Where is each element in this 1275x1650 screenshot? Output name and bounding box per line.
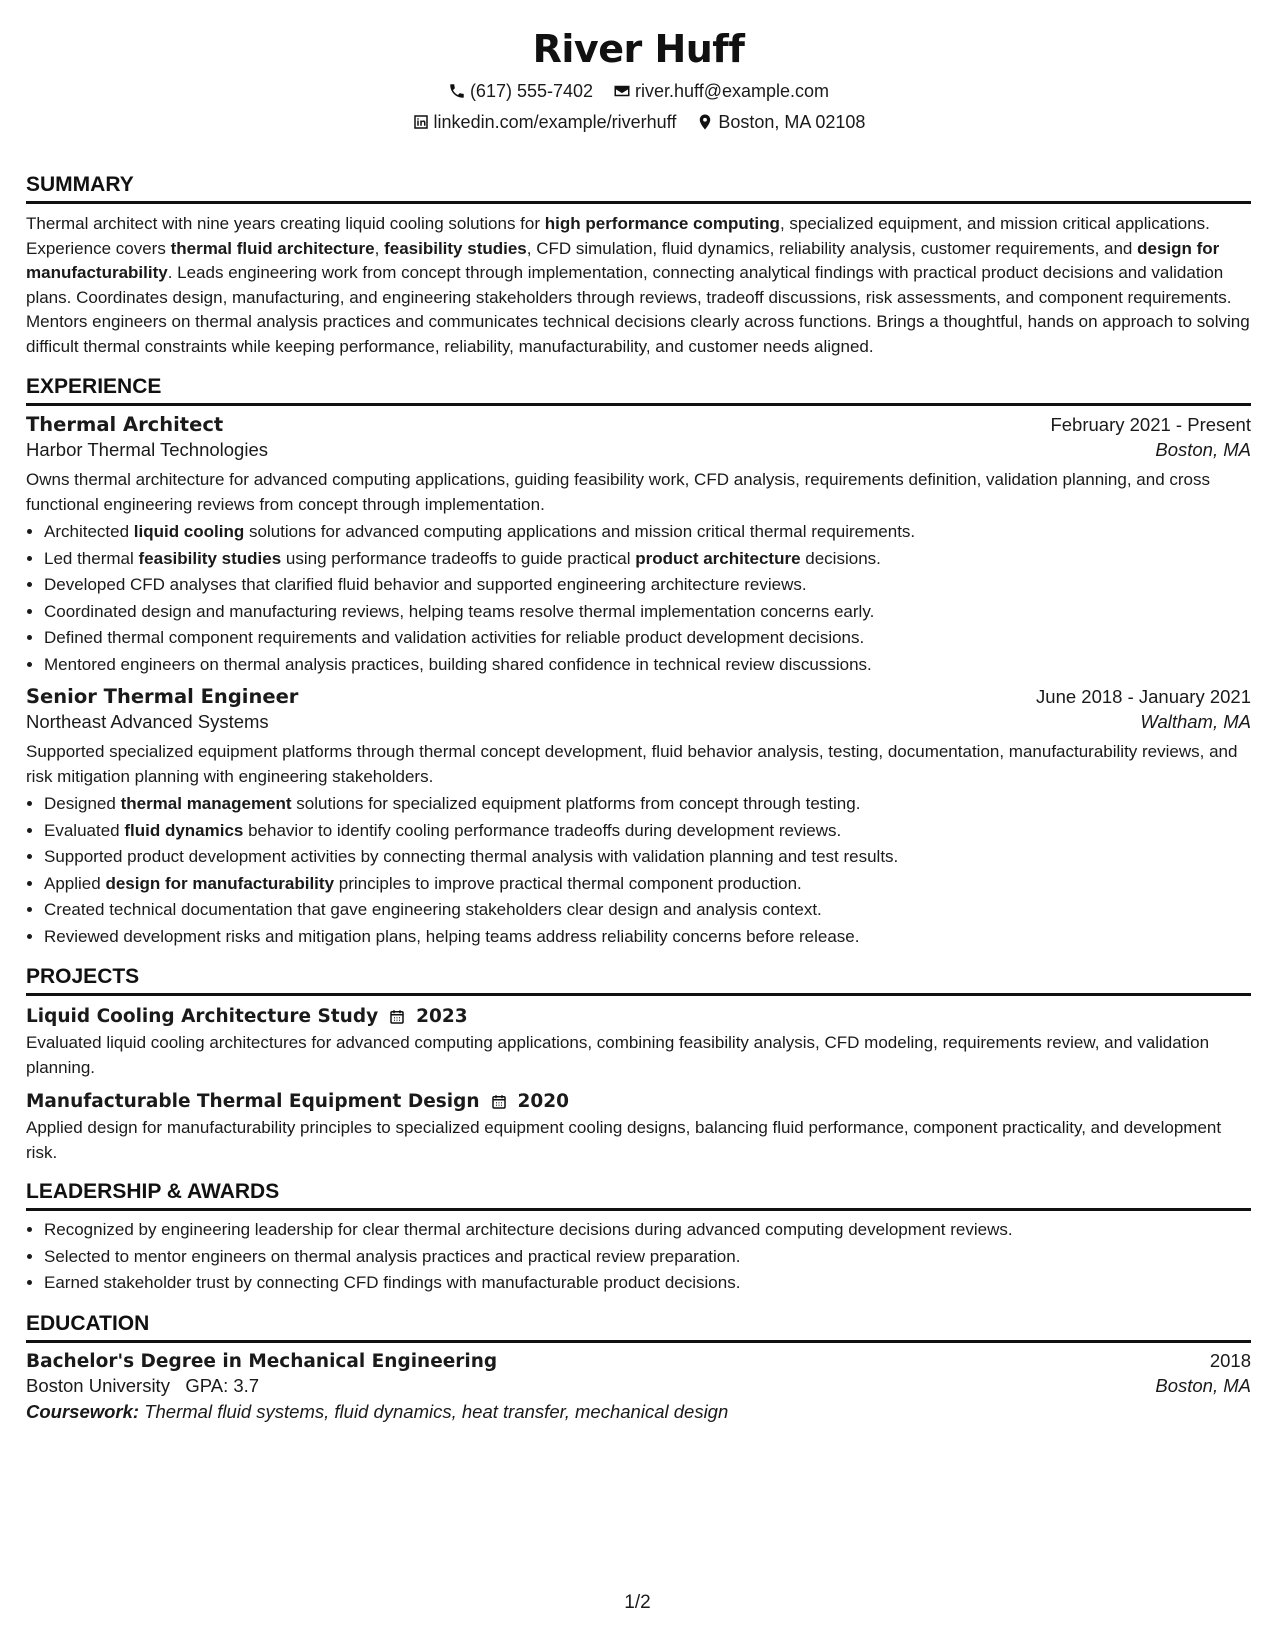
bullet-text: Created technical documentation that gave engineering stakeholders clear design and analysis context. [44, 900, 822, 919]
contact-row-2 [26, 110, 1251, 134]
bullet-item [44, 572, 1251, 599]
phone-text: (617) 555-7402 [469, 81, 594, 101]
linkedin-icon [412, 113, 430, 131]
page-number: 1/2 [624, 1592, 651, 1613]
summary-text: . Leads engineering work from concept through implementation, connecting analytical findings with practical product decisions and validation plans. Coordinates design, manufacturing, and engineering stakeholders through reviews, tradeoff discussions, risk assessments, and component requirements. Mentors engineers on thermal analysis practices and communicates technical decisions clearly across functions. Brings a thoughtful, hands on approach to solving difficult thermal constraints while keeping performance, reliability, manufacturability, and customer needs aligned. [26, 263, 1250, 356]
job-description: Owns thermal architecture for advanced computing applications, guiding feasibility work, CFD analysis, requirements definition, validation planning, and cross functional engineering reviews from concept through implementation. [26, 470, 1210, 514]
bullet-item [44, 818, 1251, 845]
coursework-line [26, 1401, 1251, 1423]
bullet-text: Architected [44, 522, 134, 541]
coursework-label: Coursework: [26, 1400, 140, 1422]
project-description: Applied design for manufacturability principles to specialized equipment cooling designs, balancing fluid performance, component practicality, and development risk. [26, 1118, 1222, 1162]
project-title-row [26, 1006, 468, 1027]
school-line [26, 1375, 259, 1397]
leadership-section [26, 1179, 1251, 1297]
summary-section [26, 172, 1251, 359]
job-company-row [26, 439, 1251, 461]
bullet-bold: feasibility studies [138, 548, 282, 568]
job-title-row [26, 685, 1251, 708]
summary-text: Thermal architect with nine years creating liquid cooling solutions for [26, 214, 545, 233]
bullet-item [44, 924, 1251, 951]
bullet-text: Designed [44, 794, 121, 813]
linkedin-text: linkedin.com/example/riverhuff [433, 112, 677, 132]
summary-text: , CFD simulation, fluid dynamics, reliability analysis, customer requirements, and [526, 238, 1138, 258]
job-dates: June 2018 - January 2021 [1036, 686, 1251, 707]
project-entry [26, 1006, 1251, 1080]
bullet-text: Supported product development activities by connecting thermal analysis with validation planning and test results. [44, 847, 899, 866]
contact-phone[interactable] [448, 79, 593, 103]
job-bullets [26, 791, 1251, 950]
bullet-text: decisions. [800, 548, 881, 568]
job-title: Senior Thermal Engineer [26, 685, 299, 708]
bullet-text: solutions for specialized equipment platforms from concept through testing. [291, 794, 861, 813]
summary-bold: feasibility studies [384, 238, 527, 258]
phone-icon [448, 82, 466, 100]
coursework-text: Thermal fluid systems, fluid dynamics, heat transfer, mechanical design [144, 1400, 729, 1422]
bullet-item [44, 844, 1251, 871]
education-section [26, 1311, 1251, 1423]
section-title-education: EDUCATION [26, 1311, 1251, 1343]
contact-email[interactable] [613, 79, 829, 103]
bullet-text: Evaluated [44, 820, 125, 840]
map-pin-icon [696, 113, 714, 131]
bullet-item: • Recognized by engineering leadership for clear thermal architecture decisions during advanced computing development reviews. [44, 1217, 1251, 1244]
section-title-leadership: LEADERSHIP & AWARDS [26, 1179, 1251, 1211]
job-location: Waltham, MA [1140, 711, 1251, 732]
job-entry [26, 413, 1251, 678]
resume-page [26, 0, 1251, 1423]
job-title: Thermal Architect [26, 413, 224, 436]
page-header [26, 24, 1251, 134]
project-title: Manufacturable Thermal Equipment Design [26, 1091, 480, 1112]
bullet-text: Led thermal [44, 548, 139, 568]
bullet-bold: liquid cooling [133, 522, 245, 541]
section-title-summary: SUMMARY [26, 172, 1251, 204]
bullet-bold: design for manufacturability [105, 873, 335, 893]
section-title-experience: EXPERIENCE [26, 374, 1251, 406]
location-text: Boston, MA 02108 [718, 112, 866, 132]
project-description: Evaluated liquid cooling architectures for advanced computing applications, combining feasibility analysis, CFD modeling, requirements review, and validation planning. [26, 1033, 1210, 1077]
job-description: Supported specialized equipment platforms through thermal concept development, fluid behavior analysis, testing, documentation, manufacturability reviews, and risk mitigation planning with engineering stakeholders. [26, 742, 1238, 786]
project-year: 2023 [416, 1006, 468, 1027]
gpa: GPA: 3.7 [185, 1374, 260, 1396]
education-degree-row [26, 1350, 1251, 1372]
calendar-icon [388, 1008, 406, 1026]
bullet-text: Developed CFD analyses that clarified fluid behavior and supported engineering architecture reviews. [44, 575, 807, 594]
job-dates: February 2021 - Present [1050, 414, 1251, 435]
bullet-text: Defined thermal component requirements and validation activities for reliable product development decisions. [44, 628, 865, 647]
school-name: Boston University [26, 1374, 170, 1396]
summary-text: , [374, 238, 385, 258]
bullet-text: Mentored engineers on thermal analysis practices, building shared confidence in technical review discussions. [44, 654, 872, 674]
summary-text [26, 212, 1251, 359]
bullet-bold: product architecture [635, 548, 801, 568]
project-title-row [26, 1091, 569, 1112]
job-location: Boston, MA [1155, 439, 1251, 460]
job-title-row [26, 413, 1251, 436]
projects-section [26, 964, 1251, 1165]
bullet-item [44, 625, 1251, 652]
experience-section [26, 374, 1251, 950]
bullet-text: using performance tradeoffs to guide practical [281, 548, 636, 568]
project-entry [26, 1091, 1251, 1165]
contact-row-1 [26, 79, 1251, 103]
summary-bold: design for manufacturability [26, 238, 1220, 282]
bullet-bold: thermal management [120, 794, 292, 813]
candidate-name: River Huff [532, 27, 745, 71]
envelope-icon [613, 82, 631, 100]
calendar-icon [490, 1093, 508, 1111]
leadership-bullets [26, 1217, 1251, 1297]
summary-bold: high performance computing [544, 214, 780, 233]
bullet-text: Coordinated design and manufacturing reviews, helping teams resolve thermal implementation concerns early. [44, 601, 875, 621]
job-company: Northeast Advanced Systems [26, 711, 269, 732]
job-company: Harbor Thermal Technologies [26, 439, 268, 460]
section-title-projects: PROJECTS [26, 964, 1251, 996]
summary-text: , specialized equipment, and mission critical applications. Experience covers [26, 214, 1210, 258]
graduation-year: 2018 [1209, 1349, 1251, 1371]
bullet-item: • Selected to mentor engineers on thermal analysis practices and practical review preparation. [44, 1244, 1251, 1271]
bullet-item [44, 652, 1251, 679]
bullet-item [44, 599, 1251, 626]
contact-location [696, 110, 865, 134]
bullet-text: Applied [44, 873, 106, 893]
email-text: river.huff@example.com [635, 81, 830, 101]
bullet-item [44, 546, 1251, 573]
job-company-row [26, 711, 1251, 733]
bullet-item [44, 871, 1251, 898]
bullet-item: • Earned stakeholder trust by connecting CFD findings with manufacturable product decisions. [44, 1270, 1251, 1297]
school-location: Boston, MA [1155, 1374, 1251, 1396]
job-bullets [26, 519, 1251, 678]
degree: Bachelor's Degree in Mechanical Engineering [26, 1350, 498, 1372]
job-entry [26, 685, 1251, 950]
bullet-text: behavior to identify cooling performance tradeoffs during development reviews. [243, 820, 842, 840]
bullet-text: principles to improve practical thermal component production. [334, 873, 802, 893]
project-title: Liquid Cooling Architecture Study [26, 1006, 379, 1027]
bullet-item [44, 519, 1251, 546]
education-school-row [26, 1375, 1251, 1397]
contact-linkedin[interactable] [412, 110, 677, 134]
bullet-text: Reviewed development risks and mitigation plans, helping teams address reliability concerns before release. [44, 926, 860, 946]
project-year: 2020 [517, 1091, 570, 1112]
summary-bold: thermal fluid architecture [170, 238, 375, 258]
bullet-text: solutions for advanced computing applications and mission critical thermal requirements. [244, 522, 916, 541]
bullet-item [44, 897, 1251, 924]
bullet-item [44, 791, 1251, 818]
bullet-bold: fluid dynamics [124, 820, 244, 840]
